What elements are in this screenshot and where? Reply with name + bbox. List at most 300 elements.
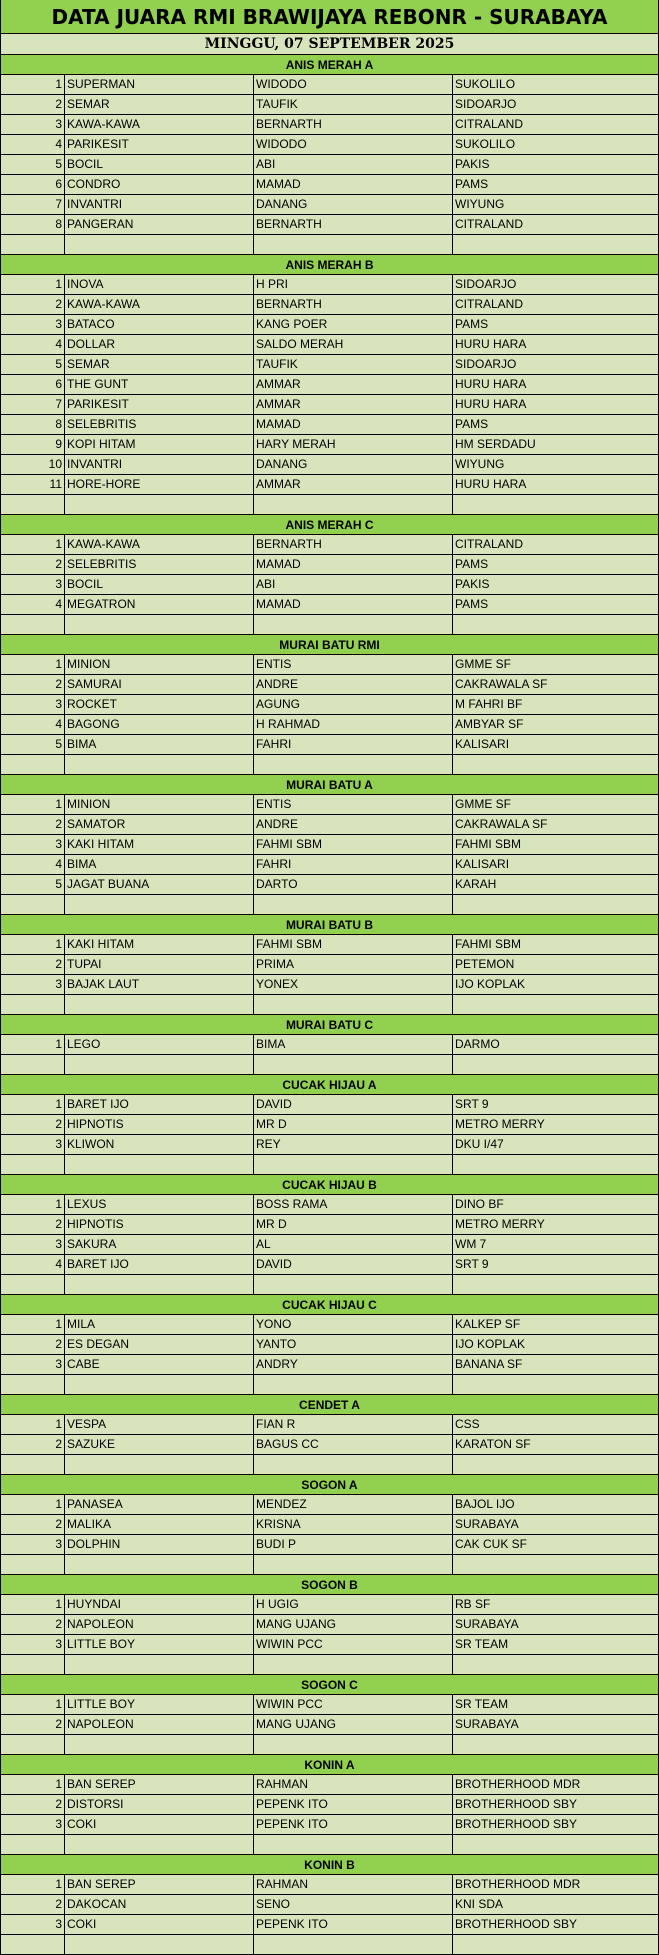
- section-block: [1, 1395, 658, 1475]
- owner-name-cell: RAHMAN: [254, 1875, 453, 1894]
- table-row: [1, 1895, 658, 1915]
- owner-name-cell: MR D: [254, 1115, 453, 1134]
- rank-cell: 5: [1, 155, 65, 174]
- bird-name-cell: NAPOLEON: [65, 1615, 254, 1634]
- table-row: [1, 295, 658, 315]
- owner-name-cell: ANDRY: [254, 1355, 453, 1374]
- table-row: [1, 1035, 658, 1055]
- rank-cell: 2: [1, 675, 65, 694]
- rank-cell: [1, 755, 65, 774]
- empty-row: [1, 615, 658, 635]
- owner-name-cell: BOSS RAMA: [254, 1195, 453, 1214]
- owner-name-cell: [254, 1835, 453, 1854]
- owner-name-cell: [254, 1275, 453, 1294]
- rank-cell: 11: [1, 475, 65, 494]
- bird-name-cell: BIMA: [65, 735, 254, 754]
- table-row: [1, 1535, 658, 1555]
- team-cell: SUKOLILO: [455, 137, 516, 151]
- bird-name-cell: SEMAR: [65, 95, 254, 114]
- section-block: [1, 1755, 658, 1855]
- section-block: [1, 1075, 658, 1175]
- team-cell: CAKRAWALA SF: [455, 677, 548, 691]
- table-row: [1, 715, 658, 735]
- rank-cell: 2: [1, 295, 65, 314]
- owner-name-cell: PEPENK ITO: [254, 1915, 453, 1934]
- bird-name-cell: SAKURA: [65, 1235, 254, 1254]
- owner-name-cell: TAUFIK: [254, 95, 453, 114]
- rank-cell: 4: [1, 715, 65, 734]
- section-block: [1, 55, 658, 255]
- team-cell: [453, 1555, 658, 1574]
- table-row: [1, 475, 658, 495]
- team-cell: [453, 495, 658, 514]
- owner-name-cell: H RAHMAD: [254, 715, 453, 734]
- rank-cell: 2: [1, 95, 65, 114]
- bird-name-cell: KAWA-KAWA: [65, 115, 254, 134]
- table-row: [1, 1615, 658, 1635]
- team-cell: PAMS: [455, 177, 489, 191]
- team-cell: SUKOLILO: [455, 77, 516, 91]
- bird-name-cell: COKI: [65, 1815, 254, 1834]
- bird-name-cell: SAZUKE: [65, 1435, 254, 1454]
- team-cell: SRT 9: [455, 1257, 489, 1271]
- team-cell: DARMO: [455, 1037, 500, 1051]
- bird-name-cell: KAWA-KAWA: [65, 535, 254, 554]
- empty-row: [1, 235, 658, 255]
- owner-name-cell: MENDEZ: [254, 1495, 453, 1514]
- owner-name-cell: FAHMI SBM: [254, 935, 453, 954]
- owner-name-cell: BERNARTH: [254, 535, 453, 554]
- bird-name-cell: [65, 1455, 254, 1474]
- rank-cell: [1, 1835, 65, 1854]
- table-row: [1, 455, 658, 475]
- table-row: [1, 1095, 658, 1115]
- owner-name-cell: MANG UJANG: [254, 1715, 453, 1734]
- section-block: [1, 915, 658, 1015]
- team-cell: WIYUNG: [455, 457, 505, 471]
- section-header: SOGON C: [1, 1675, 658, 1695]
- table-row: [1, 335, 658, 355]
- rank-cell: 2: [1, 555, 65, 574]
- table-row: [1, 1495, 658, 1515]
- owner-name-cell: SENO: [254, 1895, 453, 1914]
- bird-name-cell: COKI: [65, 1915, 254, 1934]
- sections-container: [1, 55, 658, 1955]
- table-row: [1, 1215, 658, 1235]
- owner-name-cell: FIAN R: [254, 1415, 453, 1434]
- table-row: [1, 695, 658, 715]
- owner-name-cell: MANG UJANG: [254, 1615, 453, 1634]
- team-cell: IJO KOPLAK: [455, 1337, 526, 1351]
- section-header: MURAI BATU A: [1, 775, 658, 795]
- owner-name-cell: PEPENK ITO: [254, 1815, 453, 1834]
- rank-cell: 1: [1, 75, 65, 94]
- rank-cell: 2: [1, 1515, 65, 1534]
- owner-name-cell: DAVID: [254, 1095, 453, 1114]
- owner-name-cell: AMMAR: [254, 395, 453, 414]
- owner-name-cell: RAHMAN: [254, 1775, 453, 1794]
- bird-name-cell: BAGONG: [65, 715, 254, 734]
- table-row: [1, 355, 658, 375]
- bird-name-cell: PANGERAN: [65, 215, 254, 234]
- bird-name-cell: BOCIL: [65, 575, 254, 594]
- section-header: CUCAK HIJAU C: [1, 1295, 658, 1315]
- rank-cell: 1: [1, 1775, 65, 1794]
- team-cell: [453, 755, 658, 774]
- team-cell: PAMS: [455, 417, 489, 431]
- team-cell: CAK CUK SF: [455, 1537, 528, 1551]
- rank-cell: [1, 1735, 65, 1754]
- team-cell: [453, 895, 658, 914]
- bird-name-cell: DOLPHIN: [65, 1535, 254, 1554]
- bird-name-cell: VESPA: [65, 1415, 254, 1434]
- owner-name-cell: DANANG: [254, 455, 453, 474]
- rank-cell: [1, 1655, 65, 1674]
- team-cell: PAKIS: [455, 577, 490, 591]
- empty-row: [1, 1275, 658, 1295]
- rank-cell: 3: [1, 575, 65, 594]
- team-cell: SURABAYA: [455, 1517, 519, 1531]
- bird-name-cell: [65, 1375, 254, 1394]
- bird-name-cell: PARIKESIT: [65, 135, 254, 154]
- bird-name-cell: DAKOCAN: [65, 1895, 254, 1914]
- team-cell: SIDOARJO: [455, 357, 517, 371]
- team-cell: [453, 1735, 658, 1754]
- bird-name-cell: SAMURAI: [65, 675, 254, 694]
- table-row: [1, 1435, 658, 1455]
- owner-name-cell: FAHMI SBM: [254, 835, 453, 854]
- team-cell: [453, 1275, 658, 1294]
- owner-name-cell: DARTO: [254, 875, 453, 894]
- rank-cell: [1, 1375, 65, 1394]
- bird-name-cell: BATACO: [65, 315, 254, 334]
- table-row: [1, 75, 658, 95]
- owner-name-cell: WIWIN PCC: [254, 1695, 453, 1714]
- owner-name-cell: [254, 1935, 453, 1954]
- bird-name-cell: SUPERMAN: [65, 75, 254, 94]
- section-header: CUCAK HIJAU A: [1, 1075, 658, 1095]
- table-row: [1, 395, 658, 415]
- rank-cell: 1: [1, 1695, 65, 1714]
- team-cell: METRO MERRY: [455, 1217, 545, 1231]
- team-cell: BROTHERHOOD SBY: [455, 1817, 578, 1831]
- empty-row: [1, 1835, 658, 1855]
- owner-name-cell: AGUNG: [254, 695, 453, 714]
- rank-cell: [1, 235, 65, 254]
- bird-name-cell: KAWA-KAWA: [65, 295, 254, 314]
- table-row: [1, 1915, 658, 1935]
- team-cell: PAKIS: [455, 157, 490, 171]
- bird-name-cell: HORE-HORE: [65, 475, 254, 494]
- bird-name-cell: [65, 755, 254, 774]
- table-row: [1, 375, 658, 395]
- rank-cell: 8: [1, 415, 65, 434]
- team-cell: CSS: [455, 1417, 480, 1431]
- owner-name-cell: KANG POER: [254, 315, 453, 334]
- bird-name-cell: INVANTRI: [65, 195, 254, 214]
- owner-name-cell: ABI: [254, 575, 453, 594]
- table-row: [1, 935, 658, 955]
- table-row: [1, 1315, 658, 1335]
- rank-cell: 1: [1, 535, 65, 554]
- owner-name-cell: AL: [254, 1235, 453, 1254]
- rank-cell: 4: [1, 595, 65, 614]
- owner-name-cell: BIMA: [254, 1035, 453, 1054]
- section-block: [1, 1175, 658, 1295]
- bird-name-cell: LEXUS: [65, 1195, 254, 1214]
- rank-cell: 5: [1, 875, 65, 894]
- bird-name-cell: [65, 995, 254, 1014]
- rank-cell: [1, 1275, 65, 1294]
- bird-name-cell: BARET IJO: [65, 1255, 254, 1274]
- bird-name-cell: THE GUNT: [65, 375, 254, 394]
- section-block: [1, 1295, 658, 1395]
- bird-name-cell: BARET IJO: [65, 1095, 254, 1114]
- team-cell: BROTHERHOOD MDR: [455, 1777, 581, 1791]
- bird-name-cell: MILA: [65, 1315, 254, 1334]
- event-date: MINGGU, 07 SEPTEMBER 2025: [1, 34, 658, 55]
- team-cell: BROTHERHOOD MDR: [455, 1877, 581, 1891]
- team-cell: KARATON SF: [455, 1437, 531, 1451]
- owner-name-cell: ENTIS: [254, 655, 453, 674]
- team-cell: PETEMON: [455, 957, 515, 971]
- bird-name-cell: BOCIL: [65, 155, 254, 174]
- owner-name-cell: H PRI: [254, 275, 453, 294]
- bird-name-cell: [65, 235, 254, 254]
- table-row: [1, 815, 658, 835]
- team-cell: FAHMI SBM: [455, 937, 522, 951]
- owner-name-cell: DANANG: [254, 195, 453, 214]
- rank-cell: 6: [1, 375, 65, 394]
- rank-cell: [1, 995, 65, 1014]
- rank-cell: 3: [1, 1915, 65, 1934]
- rank-cell: 6: [1, 175, 65, 194]
- owner-name-cell: ENTIS: [254, 795, 453, 814]
- table-row: [1, 435, 658, 455]
- section-header: SOGON A: [1, 1475, 658, 1495]
- bird-name-cell: JAGAT BUANA: [65, 875, 254, 894]
- empty-row: [1, 1375, 658, 1395]
- page-title: DATA JUARA RMI BRAWIJAYA REBONR - SURABAYA: [1, 0, 658, 34]
- bird-name-cell: [65, 1655, 254, 1674]
- empty-row: [1, 1455, 658, 1475]
- owner-name-cell: [254, 235, 453, 254]
- section-header: ANIS MERAH B: [1, 255, 658, 275]
- table-row: [1, 275, 658, 295]
- table-row: [1, 555, 658, 575]
- table-row: [1, 135, 658, 155]
- empty-row: [1, 1735, 658, 1755]
- rank-cell: 1: [1, 1315, 65, 1334]
- rank-cell: 2: [1, 1615, 65, 1634]
- team-cell: KALISARI: [455, 857, 510, 871]
- owner-name-cell: [254, 615, 453, 634]
- section-header: ANIS MERAH A: [1, 55, 658, 75]
- owner-name-cell: FAHRI: [254, 855, 453, 874]
- team-cell: METRO MERRY: [455, 1117, 545, 1131]
- section-block: [1, 775, 658, 915]
- team-cell: [453, 615, 658, 634]
- rank-cell: 1: [1, 1415, 65, 1434]
- owner-name-cell: [254, 1155, 453, 1174]
- table-row: [1, 95, 658, 115]
- team-cell: SRT 9: [455, 1097, 489, 1111]
- bird-name-cell: DOLLAR: [65, 335, 254, 354]
- owner-name-cell: H UGIG: [254, 1595, 453, 1614]
- table-row: [1, 535, 658, 555]
- rank-cell: 3: [1, 115, 65, 134]
- rank-cell: 1: [1, 1095, 65, 1114]
- rank-cell: 2: [1, 1115, 65, 1134]
- rank-cell: 4: [1, 335, 65, 354]
- bird-name-cell: SAMATOR: [65, 815, 254, 834]
- team-cell: HURU HARA: [455, 397, 527, 411]
- rank-cell: [1, 1555, 65, 1574]
- team-cell: [453, 1455, 658, 1474]
- table-row: [1, 1635, 658, 1655]
- team-cell: SIDOARJO: [455, 97, 517, 111]
- team-cell: SURABAYA: [455, 1617, 519, 1631]
- rank-cell: 2: [1, 1335, 65, 1354]
- owner-name-cell: WIWIN PCC: [254, 1635, 453, 1654]
- owner-name-cell: KRISNA: [254, 1515, 453, 1534]
- team-cell: DKU I/47: [455, 1137, 504, 1151]
- rank-cell: 7: [1, 195, 65, 214]
- table-row: [1, 195, 658, 215]
- owner-name-cell: BUDI P: [254, 1535, 453, 1554]
- bird-name-cell: DISTORSI: [65, 1795, 254, 1814]
- empty-row: [1, 495, 658, 515]
- table-row: [1, 675, 658, 695]
- rank-cell: 3: [1, 695, 65, 714]
- bird-name-cell: SELEBRITIS: [65, 555, 254, 574]
- bird-name-cell: NAPOLEON: [65, 1715, 254, 1734]
- owner-name-cell: WIDODO: [254, 75, 453, 94]
- rank-cell: 4: [1, 135, 65, 154]
- owner-name-cell: YONO: [254, 1315, 453, 1334]
- bird-name-cell: [65, 1935, 254, 1954]
- section-block: [1, 1575, 658, 1675]
- owner-name-cell: BERNARTH: [254, 115, 453, 134]
- section-block: [1, 1855, 658, 1955]
- bird-name-cell: HUYNDAI: [65, 1595, 254, 1614]
- owner-name-cell: [254, 1375, 453, 1394]
- rank-cell: 3: [1, 1135, 65, 1154]
- bird-name-cell: TUPAI: [65, 955, 254, 974]
- owner-name-cell: AMMAR: [254, 375, 453, 394]
- bird-name-cell: LITTLE BOY: [65, 1635, 254, 1654]
- table-row: [1, 1355, 658, 1375]
- bird-name-cell: BAN SEREP: [65, 1775, 254, 1794]
- rank-cell: 3: [1, 975, 65, 994]
- owner-name-cell: [254, 1655, 453, 1674]
- team-cell: BAJOL IJO: [455, 1497, 515, 1511]
- team-cell: AMBYAR SF: [455, 717, 524, 731]
- rank-cell: 1: [1, 1875, 65, 1894]
- rank-cell: [1, 495, 65, 514]
- team-cell: SR TEAM: [455, 1637, 509, 1651]
- owner-name-cell: REY: [254, 1135, 453, 1154]
- rank-cell: [1, 1055, 65, 1074]
- bird-name-cell: HIPNOTIS: [65, 1215, 254, 1234]
- rank-cell: 1: [1, 1195, 65, 1214]
- rank-cell: [1, 1455, 65, 1474]
- rank-cell: 7: [1, 395, 65, 414]
- table-row: [1, 595, 658, 615]
- table-row: [1, 575, 658, 595]
- team-cell: BANANA SF: [455, 1357, 523, 1371]
- rank-cell: [1, 1155, 65, 1174]
- team-cell: GMME SF: [455, 797, 511, 811]
- rank-cell: 3: [1, 1235, 65, 1254]
- owner-name-cell: [254, 755, 453, 774]
- section-block: [1, 1015, 658, 1075]
- table-row: [1, 155, 658, 175]
- team-cell: [453, 1375, 658, 1394]
- owner-name-cell: YANTO: [254, 1335, 453, 1354]
- section-header: MURAI BATU RMI: [1, 635, 658, 655]
- rank-cell: 2: [1, 1215, 65, 1234]
- owner-name-cell: TAUFIK: [254, 355, 453, 374]
- owner-name-cell: [254, 1455, 453, 1474]
- bird-name-cell: KLIWON: [65, 1135, 254, 1154]
- rank-cell: 3: [1, 1355, 65, 1374]
- rank-cell: 1: [1, 1495, 65, 1514]
- section-header: KONIN A: [1, 1755, 658, 1775]
- owner-name-cell: FAHRI: [254, 735, 453, 754]
- team-cell: KNI SDA: [455, 1897, 504, 1911]
- table-row: [1, 955, 658, 975]
- table-row: [1, 215, 658, 235]
- section-header: ANIS MERAH C: [1, 515, 658, 535]
- owner-name-cell: [254, 1735, 453, 1754]
- table-row: [1, 975, 658, 995]
- bird-name-cell: KAKI HITAM: [65, 835, 254, 854]
- bird-name-cell: INVANTRI: [65, 455, 254, 474]
- table-row: [1, 1795, 658, 1815]
- bird-name-cell: SELEBRITIS: [65, 415, 254, 434]
- empty-row: [1, 895, 658, 915]
- bird-name-cell: [65, 1155, 254, 1174]
- owner-name-cell: YONEX: [254, 975, 453, 994]
- rank-cell: 1: [1, 275, 65, 294]
- table-row: [1, 1235, 658, 1255]
- team-cell: BROTHERHOOD SBY: [455, 1797, 578, 1811]
- bird-name-cell: [65, 1555, 254, 1574]
- table-row: [1, 1515, 658, 1535]
- table-row: [1, 1715, 658, 1735]
- table-row: [1, 875, 658, 895]
- bird-name-cell: [65, 1835, 254, 1854]
- rank-cell: 3: [1, 1815, 65, 1834]
- team-cell: PAMS: [455, 317, 489, 331]
- table-row: [1, 1815, 658, 1835]
- bird-name-cell: BIMA: [65, 855, 254, 874]
- empty-row: [1, 755, 658, 775]
- bird-name-cell: [65, 615, 254, 634]
- table-row: [1, 795, 658, 815]
- table-row: [1, 1255, 658, 1275]
- bird-name-cell: [65, 1055, 254, 1074]
- team-cell: PAMS: [455, 557, 489, 571]
- table-row: [1, 1135, 658, 1155]
- bird-name-cell: ROCKET: [65, 695, 254, 714]
- rank-cell: 5: [1, 355, 65, 374]
- rank-cell: 3: [1, 835, 65, 854]
- team-cell: [453, 1655, 658, 1674]
- bird-name-cell: HIPNOTIS: [65, 1115, 254, 1134]
- bird-name-cell: MALIKA: [65, 1515, 254, 1534]
